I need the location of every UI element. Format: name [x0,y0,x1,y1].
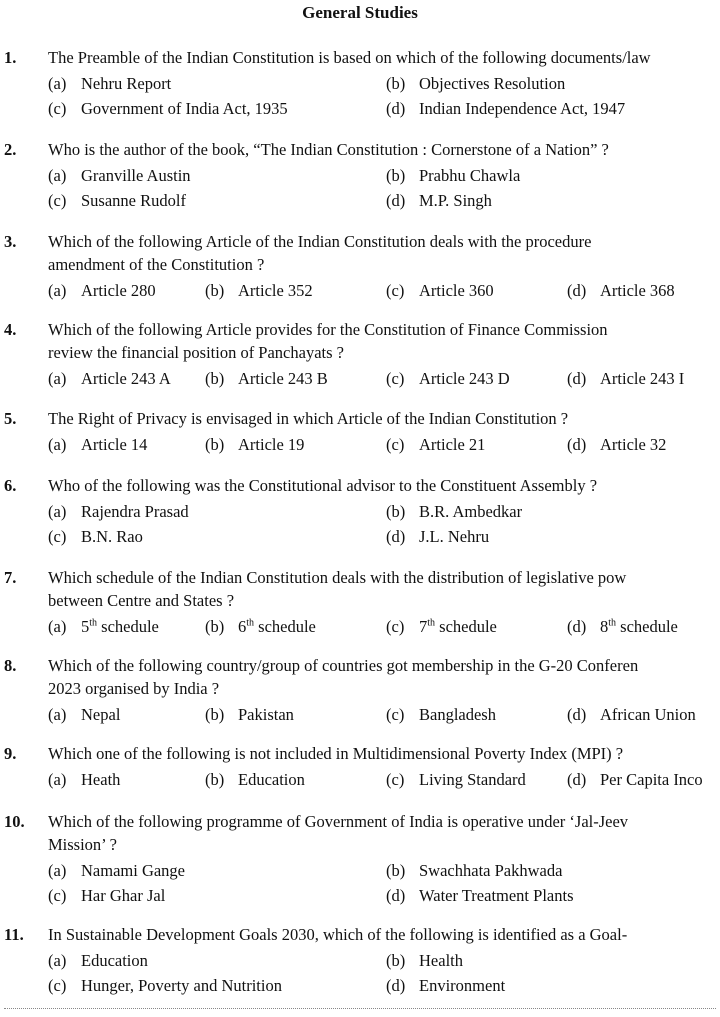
question-text-line: Who of the following was the Constitutional advisor to the Constituent Assembly ? [48,476,598,495]
question-text-line: Which of the following country/group of countries got membership in the G-20 Conferen [48,656,639,675]
option-label: (a) [48,502,67,521]
question-text [48,230,720,276]
option-text: schedule [258,617,316,636]
option-label: (a) [48,74,67,93]
option-d [567,703,696,726]
option-c [386,367,510,390]
option-label: (c) [48,191,67,210]
option-a [48,859,185,882]
option-label: (b) [205,435,225,454]
question-text [48,407,720,430]
option-ordinal-suffix: th [246,617,255,629]
option-text: Swachhata Pakhwada [419,861,563,880]
question-text [48,46,720,69]
question-number: 6. [4,476,17,495]
option-b [386,859,562,882]
option-label: (d) [567,435,587,454]
option-text: Article 21 [419,435,486,454]
option-c [48,974,282,997]
option-text: Per Capita Inco [600,770,703,789]
option-text: Government of India Act, 1935 [81,99,288,118]
option-label: (a) [48,705,67,724]
option-label: (d) [386,527,406,546]
option-a [48,615,159,638]
option-a [48,433,147,456]
option-label: (d) [386,976,406,995]
option-label: (c) [48,976,67,995]
option-label: (d) [567,770,587,789]
question-text-line: The Preamble of the Indian Constitution is based on which of the following documents/law [48,48,651,67]
option-label: (a) [48,166,67,185]
question-text [48,318,720,364]
option-label: (b) [205,770,225,789]
question-text [48,654,720,700]
option-ordinal-suffix: th [89,617,98,629]
option-label: (b) [205,705,225,724]
question-number: 5. [4,409,17,428]
option-label: (a) [48,281,67,300]
footer-divider [4,1008,716,1010]
option-label: (a) [48,770,67,789]
option-d [386,97,625,120]
option-text: Hunger, Poverty and Nutrition [81,976,282,995]
option-a [48,367,171,390]
option-label: (c) [48,886,67,905]
option-d [386,525,489,548]
option-label: (b) [386,74,406,93]
option-text: Namami Gange [81,861,186,880]
option-text: Article 14 [81,435,148,454]
question-text-line: Which one of the following is not included in Multidimensional Poverty Index (MPI) ? [48,744,624,763]
question-number: 7. [4,568,17,587]
option-d [386,189,492,212]
option-c [48,189,186,212]
option-text: M.P. Singh [419,191,492,210]
option-text: Har Ghar Jal [81,886,166,905]
option-label: (a) [48,951,67,970]
option-text: Granville Austin [81,166,191,185]
option-b [386,164,520,187]
option-text: Article 360 [419,281,494,300]
option-label: (d) [386,191,406,210]
option-d [567,768,703,791]
option-text: schedule [101,617,159,636]
option-text: Education [81,951,148,970]
option-d [386,884,574,907]
question-text-line: Who is the author of the book, “The Indian Constitution : Cornerstone of a Nation” ? [48,140,609,159]
option-label: (c) [386,281,405,300]
option-label: (c) [386,770,405,789]
option-text: Rajendra Prasad [81,502,189,521]
question-text-line: In Sustainable Development Goals 2030, which of the following is identified as a Goal- [48,925,628,944]
option-c [48,884,165,907]
option-label: (a) [48,861,67,880]
option-d [386,974,505,997]
option-label: (b) [386,861,406,880]
option-ordinal-number: 5 [81,617,90,636]
option-label: (b) [386,166,406,185]
option-label: (a) [48,617,67,636]
option-text: Environment [419,976,506,995]
option-text: B.N. Rao [81,527,143,546]
option-text: Health [419,951,463,970]
option-text: Education [238,770,305,789]
option-a [48,279,156,302]
option-ordinal-number: 6 [238,617,247,636]
option-text: Susanne Rudolf [81,191,186,210]
question-number: 1. [4,48,17,67]
option-text: Indian Independence Act, 1947 [419,99,626,118]
option-label: (d) [386,99,406,118]
option-a [48,164,191,187]
option-text: Bangladesh [419,705,496,724]
option-text: Prabhu Chawla [419,166,521,185]
question-text-line: 2023 organised by India ? [48,679,220,698]
question-text [48,810,720,856]
option-text: Nehru Report [81,74,172,93]
option-label: (b) [205,617,225,636]
question-text-line: Which of the following Article provides for the Constitution of Finance Commission [48,320,608,339]
question-number: 2. [4,140,17,159]
option-b [205,703,294,726]
option-text: Article 243 I [600,369,685,388]
option-d [567,279,675,302]
question-text-line: The Right of Privacy is envisaged in which Article of the Indian Constitution ? [48,409,569,428]
option-a [48,72,171,95]
option-b [205,615,316,638]
option-label: (a) [48,369,67,388]
option-label: (d) [567,281,587,300]
option-label: (b) [205,281,225,300]
option-ordinal-suffix: th [427,617,436,629]
option-text: Article 243 D [419,369,510,388]
option-label: (b) [386,502,406,521]
option-text: B.R. Ambedkar [419,502,523,521]
option-text: Nepal [81,705,121,724]
option-ordinal-number: 8 [600,617,609,636]
option-label: (c) [386,435,405,454]
question-text-line: Which of the following programme of Government of India is operative under ‘Jal-Jeev [48,812,629,831]
option-label: (b) [205,369,225,388]
question-number: 10. [4,812,25,831]
option-label: (d) [567,705,587,724]
option-text: Pakistan [238,705,294,724]
question-text [48,138,720,161]
page-title: General Studies [302,3,418,22]
question-number: 4. [4,320,17,339]
option-text: schedule [620,617,678,636]
option-b [205,433,304,456]
option-text: schedule [439,617,497,636]
option-text: Water Treatment Plants [419,886,574,905]
option-b [386,500,522,523]
option-c [386,768,526,791]
option-c [386,279,494,302]
option-text: African Union [600,705,696,724]
option-b [205,768,305,791]
question-text [48,923,720,946]
option-text: J.L. Nehru [419,527,490,546]
question-text-line: Mission’ ? [48,835,117,854]
option-a [48,768,120,791]
option-c [48,97,288,120]
question-number: 3. [4,232,17,251]
option-d [567,367,684,390]
option-label: (c) [48,99,67,118]
question-text [48,474,720,497]
option-c [48,525,143,548]
option-d [567,433,666,456]
option-text: Heath [81,770,121,789]
option-text: Living Standard [419,770,526,789]
question-text-line: between Centre and States ? [48,591,235,610]
option-label: (b) [386,951,406,970]
option-text: Article 19 [238,435,305,454]
option-text: Article 32 [600,435,667,454]
option-label: (c) [48,527,67,546]
option-label: (c) [386,705,405,724]
question-text-line: Which of the following Article of the Indian Constitution deals with the procedure [48,232,592,251]
question-number: 9. [4,744,17,763]
question-text-line: review the financial position of Panchayats ? [48,343,344,362]
question-text-line: amendment of the Constitution ? [48,255,265,274]
option-label: (a) [48,435,67,454]
option-ordinal-suffix: th [608,617,617,629]
question-text-line: Which schedule of the Indian Constitution deals with the distribution of legislative pow [48,568,627,587]
option-ordinal-number: 7 [419,617,428,636]
option-c [386,703,496,726]
option-b [205,279,313,302]
option-text: Article 280 [81,281,156,300]
option-b [386,949,463,972]
option-text: Article 352 [238,281,313,300]
option-c [386,433,485,456]
option-label: (d) [567,617,587,636]
question-number: 11. [4,925,24,944]
option-label: (d) [386,886,406,905]
option-text: Article 243 B [238,369,328,388]
option-a [48,703,120,726]
option-a [48,949,148,972]
question-number: 8. [4,656,17,675]
option-text: Article 243 A [81,369,171,388]
option-label: (d) [567,369,587,388]
option-text: Article 368 [600,281,675,300]
option-a [48,500,189,523]
option-b [205,367,328,390]
question-text [48,566,720,612]
option-text: Objectives Resolution [419,74,566,93]
option-c [386,615,497,638]
option-b [386,72,565,95]
question-text [48,742,720,765]
option-label: (c) [386,369,405,388]
option-label: (c) [386,617,405,636]
option-d [567,615,678,638]
